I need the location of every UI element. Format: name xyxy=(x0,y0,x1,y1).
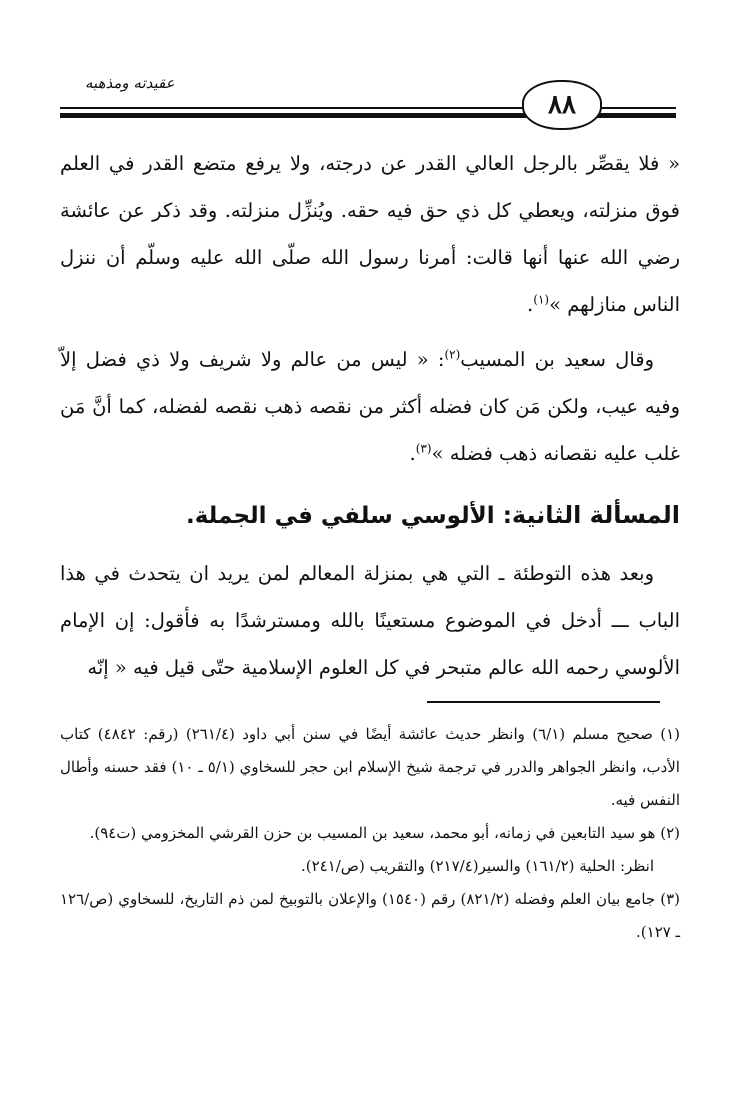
main-text xyxy=(60,140,680,691)
footnote-separator xyxy=(427,701,660,703)
footnote-ref-1: (١) xyxy=(533,292,550,307)
page-number-text: ٨٨ xyxy=(548,90,576,120)
footnote-1: (١) صحيح مسلم (٦/١) وانظر حديث عائشة أيضًا في سنن أبي داود (٢٦١/٤) (رقم: ٤٨٤٢) كتاب الأدب، وانظر الجواهر والدرر في ترجمة شيخ الإسلام ابن حجر للسخاوي (٥/١ ـ ١٠) فقد حسنه وأطال النفس فيه. xyxy=(60,725,680,809)
paragraph-2-text-a: وقال سعيد بن المسيب xyxy=(460,348,655,371)
footnotes xyxy=(60,718,680,949)
paragraph-1 xyxy=(60,140,680,328)
paragraph-2 xyxy=(60,336,680,477)
paragraph-3 xyxy=(60,550,680,691)
footnote-ref-3: (٣) xyxy=(415,441,432,456)
paragraph-2-text-b: : « ليس من عالم ولا شريف ولا ذي فضل إلاّ وفيه عيب، ولكن مَن كان فضله أكثر من نقصه ذهب نقصه لفضله، كما أنَّ مَن غلب عليه نقصانه ذهب فضله » xyxy=(60,348,680,465)
paragraph-1-text: « فلا يقصِّر بالرجل العالي القدر عن درجته، ولا يرفع متضع القدر في العلم فوق منزلته، ويعطي كل ذي حق فيه حقه. ويُنزِّل منزلته. وقد ذكر عن عائشة رضي الله عنها أنها قالت: أمرنا رسول الله صلّى الله عليه وسلّم أن ننزل الناس منازلهم » xyxy=(60,152,680,316)
page-number xyxy=(522,80,602,130)
paragraph-1-end: . xyxy=(527,293,534,316)
running-title: عقيدته ومذهبه xyxy=(85,74,175,92)
footnote-2-sources: انظر: الحلية (١٦١/٢) والسير(٢١٧/٤) والتقريب (ص/٢٤١). xyxy=(300,857,654,875)
footnote-ref-2: (٢) xyxy=(444,347,461,362)
section-heading-rest: : الألوسي سلفي في الجملة. xyxy=(185,503,512,529)
paragraph-2-end: . xyxy=(409,442,416,465)
footnote-2: (٢) هو سيد التابعين في زمانه، أبو محمد، سعيد بن المسيب بن حزن القرشي المخزومي (ت٩٤). xyxy=(89,824,680,842)
section-heading xyxy=(60,493,680,538)
section-heading-lead: المسألة الثانية xyxy=(511,501,680,529)
footnote-3: (٣) جامع بيان العلم وفضله (٨٢١/٢) رقم (١٥٤٠) والإعلان بالتوبيخ لمن ذم التاريخ، للسخاوي (ص/١٢٦ ـ ١٢٧). xyxy=(60,890,681,941)
paragraph-3-text: وبعد هذه التوطئة ـ التي هي بمنزلة المعالم لمن يريد ان يتحدث في هذا الباب ـــ أدخل في الموضوع مستعينًا بالله ومسترشدًا به فأقول: إن الإمام الألوسي رحمه الله عالم متبحر في كل العلوم الإسلامية حتّى قيل فيه « إنّه xyxy=(60,562,680,679)
